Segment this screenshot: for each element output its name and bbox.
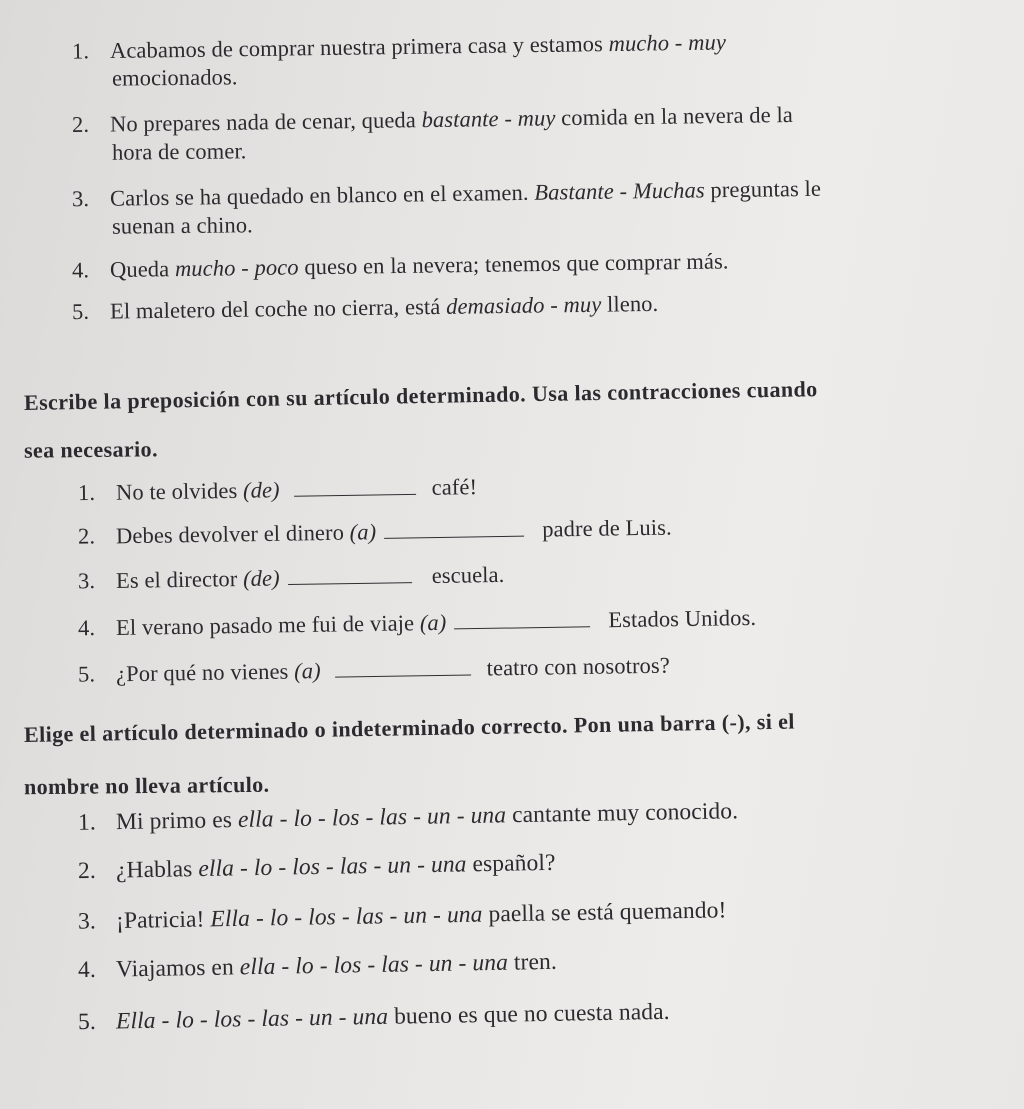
- fill-in-item: 5. ¿Por qué no vienes (a) teatro con nosotros?: [77, 652, 671, 687]
- exercise-item: 2. No prepares nada de cenar, queda bastante - muy comida en la nevera de la: [71, 101, 794, 138]
- exercise-item-continuation: suenan a chino.: [111, 212, 253, 239]
- choice-options: bastante - muy: [421, 105, 556, 133]
- exercise-item: 4. Queda mucho - poco queso en la nevera; tenemos que comprar más.: [71, 248, 729, 283]
- answer-blank[interactable]: [293, 474, 415, 497]
- choice-options: demasiado - muy: [445, 291, 602, 319]
- exercise-item: 3. Carlos se ha quedado en blanco en el examen. Bastante - Muchas preguntas le: [71, 175, 822, 212]
- choice-options: ella - lo - los - las - un - una: [198, 851, 467, 883]
- choice-options: Bastante - Muchas: [534, 177, 705, 205]
- choice-options: ella - lo - los - las - un - una: [239, 949, 509, 981]
- answer-blank[interactable]: [384, 516, 524, 539]
- answer-blank[interactable]: [334, 654, 470, 677]
- exercise-item: 4. Viajamos en ella - lo - los - las - un - una tren.: [77, 948, 558, 984]
- choice-options: ella - lo - los - las - un - una: [237, 802, 507, 833]
- section-heading: Elige el artículo determinado o indeterminado correcto. Pon una barra (-), si el: [23, 708, 796, 747]
- fill-in-item: 4. El verano pasado me fui de viaje (a) Estados Unidos.: [77, 604, 757, 641]
- choice-options: mucho - muy: [608, 29, 727, 57]
- exercise-item: 2. ¿Hablas ella - lo - los - las - un - una español?: [77, 849, 556, 885]
- answer-blank[interactable]: [454, 606, 590, 629]
- choice-options: Ella - lo - los - las - un - una: [210, 901, 483, 933]
- exercise-item: 1. Acabamos de comprar nuestra primera casa y estamos mucho - muy: [71, 29, 727, 64]
- exercise-item: 5. El maletero del coche no cierra, está demasiado - muy lleno.: [71, 290, 659, 325]
- section-heading: Escribe la preposición con su artículo determinado. Usa las contracciones cuando: [23, 376, 818, 415]
- fill-in-item: 1. No te olvides (de) café!: [77, 474, 478, 506]
- exercise-item-continuation: emocionados.: [111, 64, 238, 91]
- section-heading-continuation: sea necesario.: [23, 436, 159, 463]
- fill-in-item: 3. Es el director (de) escuela.: [77, 561, 505, 594]
- answer-blank[interactable]: [288, 562, 412, 585]
- fill-in-item: 2. Debes devolver el dinero (a) padre de Luis.: [77, 514, 672, 549]
- choice-options: Ella - lo - los - las - un - una: [115, 1003, 389, 1035]
- choice-options: mucho - poco: [174, 254, 299, 282]
- exercise-item-continuation: hora de comer.: [111, 138, 247, 165]
- section-heading-continuation: nombre no lleva artículo.: [23, 771, 270, 800]
- exercise-item: 1. Mi primo es ella - lo - los - las - un - una cantante muy conocido.: [77, 798, 739, 836]
- exercise-item: 3. ¡Patricia! Ella - lo - los - las - un - una paella se está quemando!: [77, 897, 727, 935]
- exercise-item: 5. Ella - lo - los - las - un - una bueno es que no cuesta nada.: [77, 998, 670, 1036]
